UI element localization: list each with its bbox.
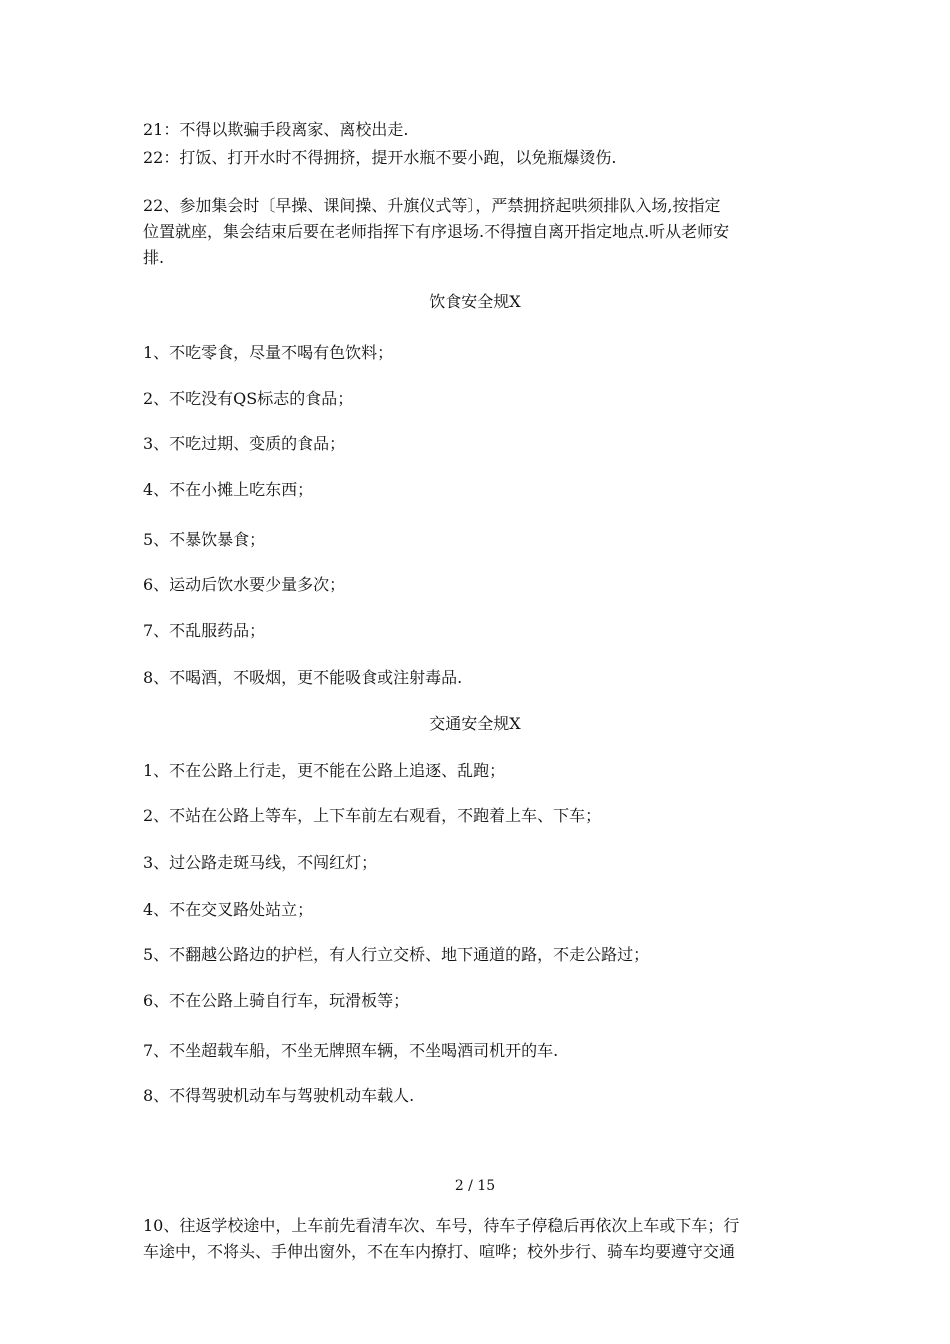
rule-10-line-1: 10、往返学校途中，上车前先看清车次、车号，待车子停稳后再依次上车或下车；行: [143, 1216, 740, 1235]
food-rule-item: 3、不吃过期、变质的食品；: [143, 434, 346, 453]
traffic-safety-heading: 交通安全规X: [429, 714, 521, 733]
traffic-rule-item: 2、不站在公路上等车，上下车前左右观看，不跑着上车、下车；: [143, 806, 602, 825]
rule-21: 21：不得以欺骗手段离家、离校出走.: [143, 120, 409, 139]
food-rule-item: 1、不吃零食，尽量不喝有色饮料；: [143, 343, 394, 362]
traffic-rule-item: 6、不在公路上骑自行车，玩滑板等；: [143, 991, 410, 1010]
food-safety-heading: 饮食安全规X: [429, 292, 521, 311]
food-rule-item: 8、不喝酒，不吸烟，更不能吸食或注射毒品.: [143, 668, 463, 687]
traffic-rule-item: 7、不坐超载车船，不坐无牌照车辆，不坐喝酒司机开的车.: [143, 1041, 559, 1060]
food-rule-item: 5、不暴饮暴食；: [143, 530, 266, 549]
rule-22-assembly-line-1: 22、参加集会时〔早操、课间操、升旗仪式等〕，严禁拥挤起哄须排队入场,按指定: [143, 196, 721, 215]
food-rule-item: 6、运动后饮水要少量多次；: [143, 575, 346, 594]
food-rule-item: 7、不乱服药品；: [143, 621, 266, 640]
traffic-rule-item: 4、不在交叉路处站立；: [143, 900, 314, 919]
rule-10-line-2: 车途中，不将头、手伸出窗外，不在车内撩打、喧哗；校外步行、骑车均要遵守交通: [143, 1242, 736, 1261]
traffic-rule-item: 5、不翻越公路边的护栏，有人行立交桥、地下通道的路，不走公路过；: [143, 945, 650, 964]
traffic-rule-item: 8、不得驾驶机动车与驾驶机动车载人.: [143, 1086, 415, 1105]
traffic-rule-item: 3、过公路走斑马线，不闯红灯；: [143, 853, 378, 872]
traffic-rule-item: 1、不在公路上行走，更不能在公路上追逐、乱跑；: [143, 761, 506, 780]
rule-22-assembly-line-3: 排.: [143, 248, 165, 267]
rule-22-water: 22：打饭、打开水时不得拥挤，提开水瓶不要小跑，以免瓶爆烫伤.: [143, 148, 617, 167]
food-rule-item: 2、不吃没有QS标志的食品；: [143, 389, 354, 408]
food-rule-item: 4、不在小摊上吃东西；: [143, 480, 314, 499]
page-number: 2 / 15: [454, 1178, 496, 1194]
rule-22-assembly-line-2: 位置就座，集会结束后要在老师指挥下有序退场.不得擅自离开指定地点.听从老师安: [143, 222, 730, 241]
